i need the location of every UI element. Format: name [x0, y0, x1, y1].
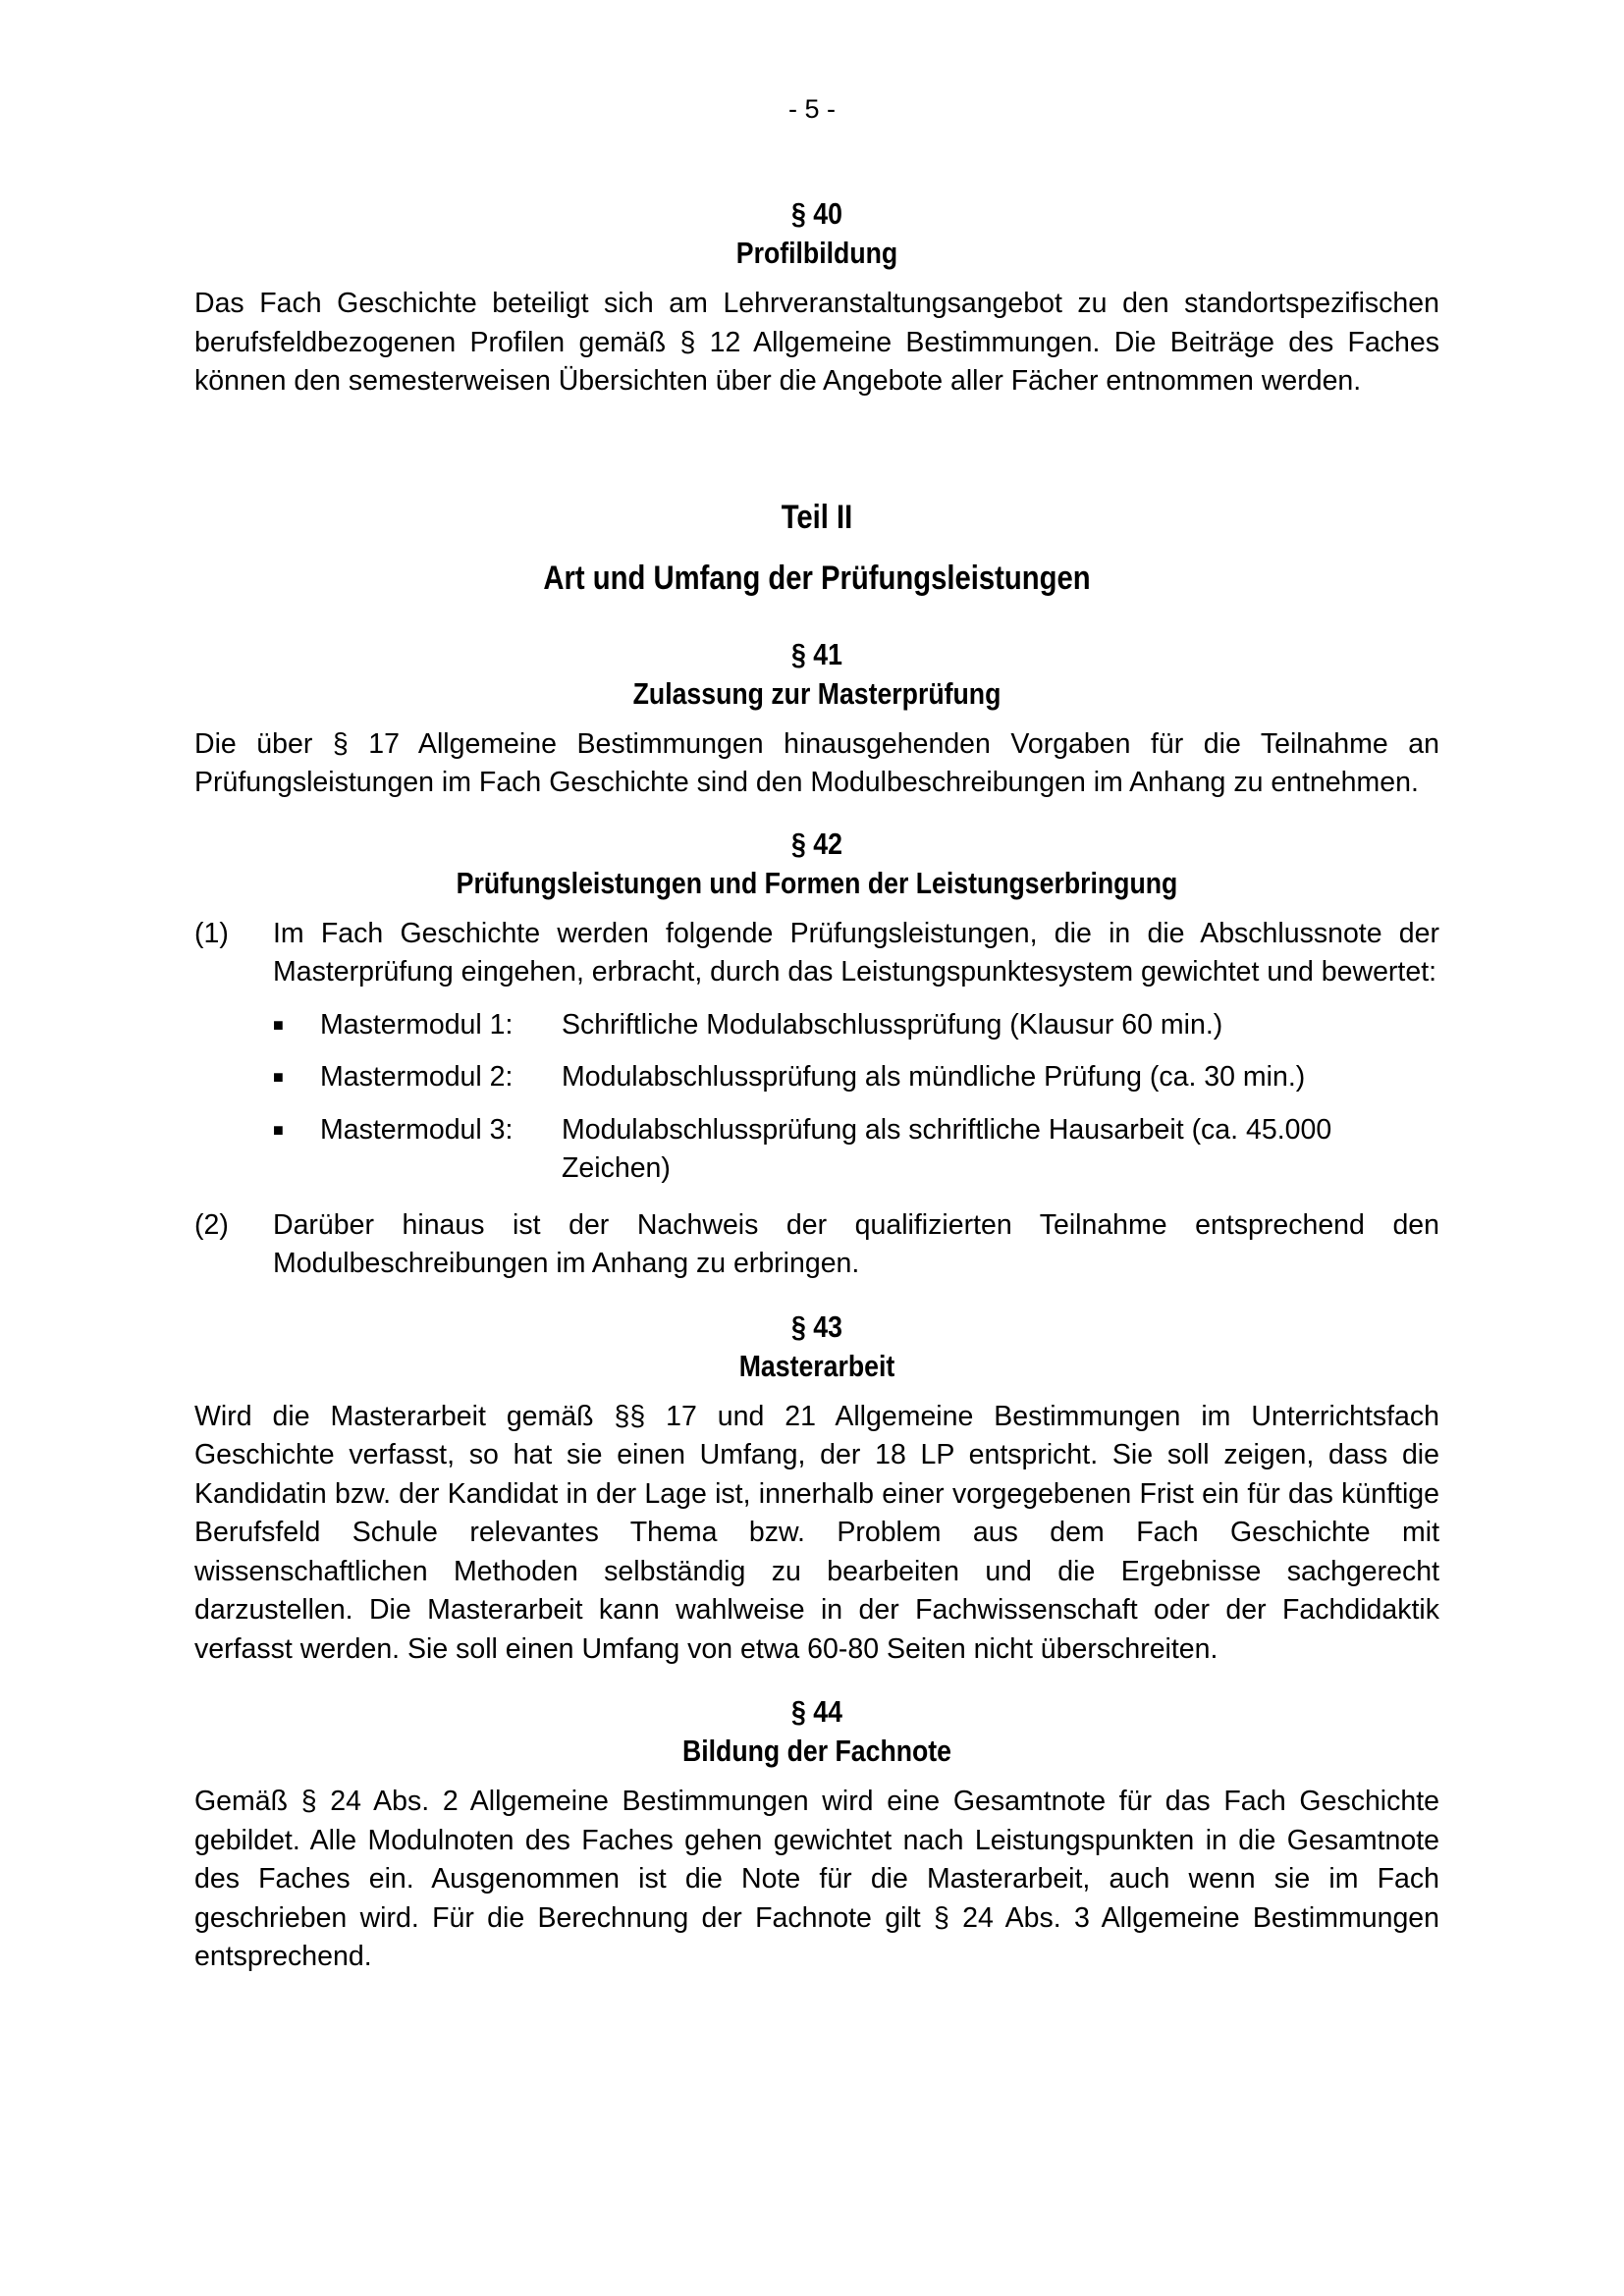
module-exam: Schriftliche Modulabschlussprüfung (Klausur 60 min.) — [562, 1008, 1223, 1041]
section-40 — [194, 194, 1439, 401]
section-number: § 40 — [791, 196, 842, 231]
section-text: Die über § 17 Allgemeine Bestimmungen hinausgehenden Vorgaben für die Teilnahme an Prüfungsleistungen im Fach Geschichte sind den Modulbeschreibungen im Anhang zu entnehmen. — [194, 727, 1439, 798]
page-number: - 5 - — [787, 94, 836, 124]
section-title: Masterarbeit — [738, 1348, 895, 1383]
part-title: Art und Umfang der Prüfungsleistungen — [543, 559, 1091, 597]
module-name: Mastermodul 1: — [320, 1008, 514, 1041]
section-42 — [194, 825, 1439, 1284]
list-item — [273, 1111, 1439, 1189]
section-text: Gemäß § 24 Abs. 2 Allgemeine Bestimmungen wird eine Gesamtnote für das Fach Geschichte gebildet. Alle Modulnoten des Faches gehen gewichtet nach Leistungspunkten in die Gesamtnote des Faches ein. Ausgenommen ist die Note für die Masterarbeit, auch wenn sie im Fach geschrieben wird. Für die Berechnung der Fachnote gilt § 24 Abs. 3 Allgemeine Bestimmungen entsprechend. — [194, 1786, 1439, 1972]
section-title: Prüfungsleistungen und Formen der Leistungserbringung — [456, 865, 1178, 900]
item-number: (1) — [194, 917, 229, 949]
square-bullet-icon: ■ — [273, 1067, 284, 1087]
module-exam: Modulabschlussprüfung als mündliche Prüfung (ca. 30 min.) — [562, 1061, 1306, 1093]
square-bullet-icon: ■ — [273, 1014, 284, 1035]
module-name: Mastermodul 3: — [320, 1113, 514, 1146]
item-text: Im Fach Geschichte werden folgende Prüfungsleistungen, die in die Abschlussnote der Masterprüfung eingehen, erbracht, durch das Leistungspunktesystem gewichtet und bewertet: — [273, 917, 1439, 988]
list-item — [273, 1058, 1439, 1097]
section-title: Zulassung zur Masterprüfung — [632, 675, 1001, 711]
section-41 — [194, 635, 1439, 803]
section-number: § 44 — [791, 1694, 842, 1729]
square-bullet-icon: ■ — [273, 1119, 284, 1140]
numbered-item — [194, 915, 1439, 992]
section-43 — [194, 1308, 1439, 1670]
section-number: § 43 — [791, 1308, 842, 1344]
item-number: (2) — [194, 1208, 229, 1241]
list-item — [273, 1006, 1439, 1045]
section-text: Wird die Masterarbeit gemäß §§ 17 und 21 Allgemeine Bestimmungen im Unterrichtsfach Geschichte verfasst, so hat sie einen Umfang, der 18 LP entspricht. Sie soll zeigen, dass die Kandidatin bzw. der Kandidat in der Lage ist, innerhalb einer vorgegebenen Frist ein für das künftige Berufsfeld Schule relevantes Thema bzw. Problem aus dem Fach Geschichte mit wissenschaftlichen Methoden selbständig zu bearbeiten und die Ergebnisse sachgerecht darzustellen. Die Masterarbeit kann wahlweise in der Fachwissenschaft oder der Fachdidaktik verfasst werden. Sie soll einen Umfang von etwa 60-80 Seiten nicht überschreiten. — [194, 1400, 1439, 1665]
section-title: Bildung der Fachnote — [681, 1734, 952, 1768]
section-text: Das Fach Geschichte beteiligt sich am Lehrveranstaltungsangebot zu den standortspezifischen berufsfeldbezogenen Profilen gemäß § 12 Allgemeine Bestimmungen. Die Beiträge des Faches können den semesterweisen Übersichten über die Angebote aller Fächer entnommen werden. — [194, 288, 1439, 397]
item-text: Darüber hinaus ist der Nachweis der qualifizierten Teilnahme entsprechend den Modulbeschreibungen im Anhang zu erbringen. — [273, 1208, 1439, 1279]
part-number: Teil II — [781, 498, 853, 536]
document-body — [194, 194, 1439, 1977]
module-exam: Modulabschlussprüfung als schriftliche Hausarbeit (ca. 45.000 Zeichen) — [562, 1113, 1332, 1184]
section-title: Profilbildung — [735, 236, 898, 270]
part-heading — [194, 496, 1439, 600]
module-name: Mastermodul 2: — [320, 1061, 514, 1093]
section-number: § 42 — [791, 826, 842, 861]
numbered-item — [194, 1206, 1439, 1284]
module-list — [273, 1006, 1439, 1189]
section-44 — [194, 1692, 1439, 1977]
section-number: § 41 — [791, 636, 842, 671]
